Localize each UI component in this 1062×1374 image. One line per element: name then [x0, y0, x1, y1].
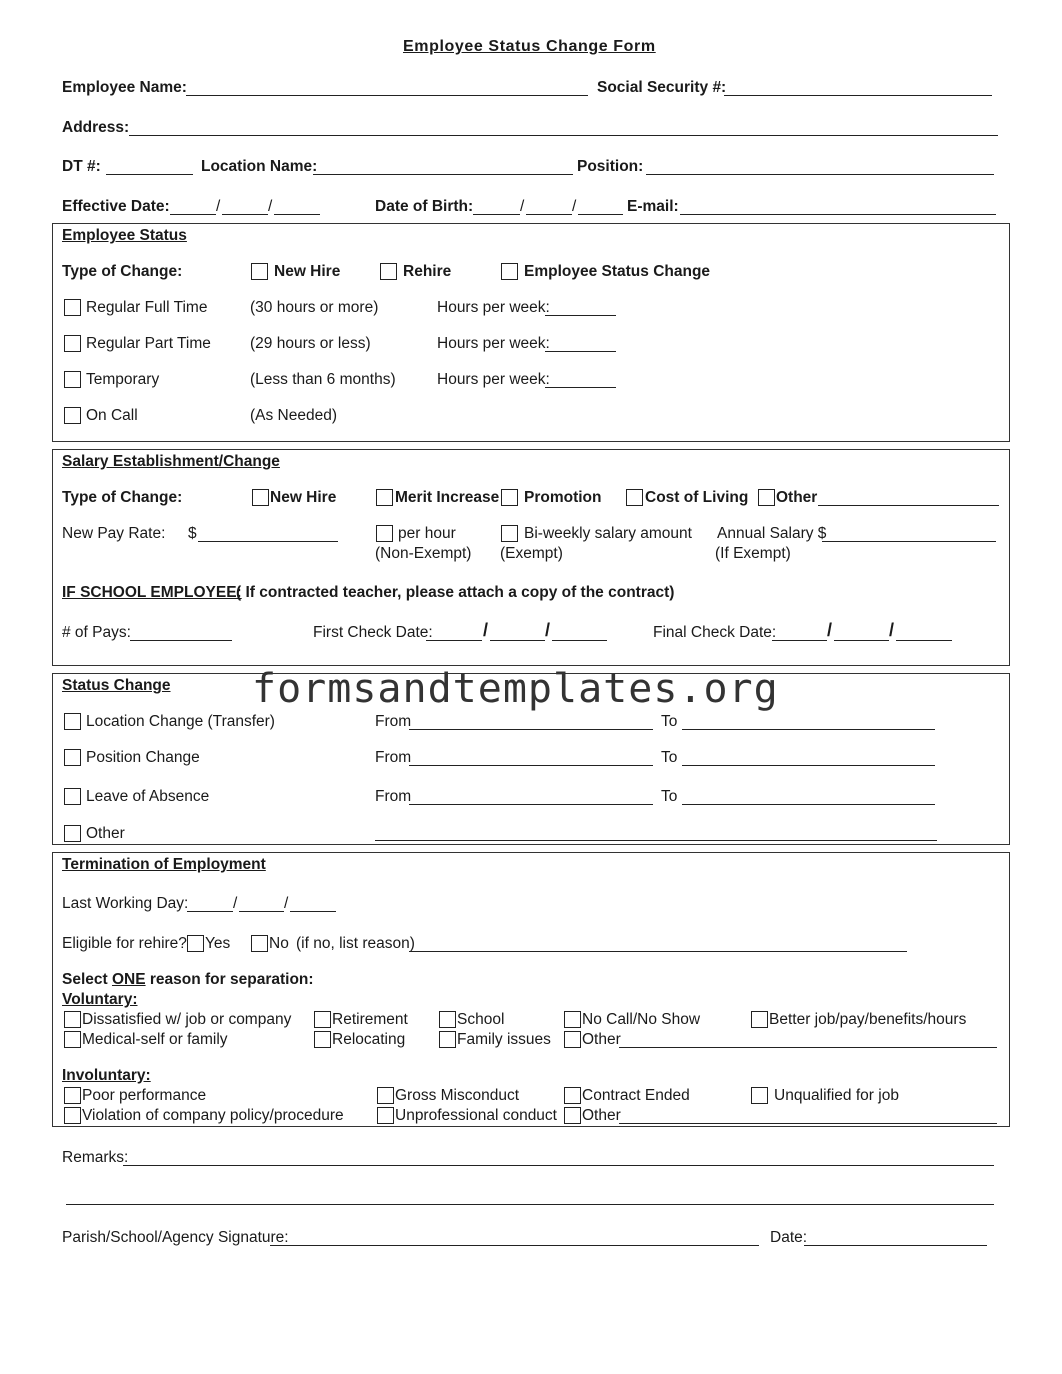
ssn-label: Social Security #: — [597, 79, 727, 96]
contract-ended-checkbox[interactable] — [564, 1087, 581, 1104]
voluntary-other-checkbox[interactable] — [564, 1031, 581, 1048]
regular-part-time-checkbox[interactable] — [64, 335, 81, 352]
promotion-checkbox[interactable] — [501, 489, 518, 506]
last-working-day-label: Last Working Day: — [62, 895, 189, 912]
eligible-rehire-label: Eligible for rehire? — [62, 935, 187, 952]
termination-section — [52, 852, 1010, 1127]
status-other-checkbox[interactable] — [64, 825, 81, 842]
date-separator: / — [827, 620, 833, 640]
date-of-birth-label: Date of Birth: — [375, 198, 474, 215]
involuntary-other-checkbox[interactable] — [564, 1107, 581, 1124]
rehire-checkbox[interactable] — [380, 263, 397, 280]
from-field[interactable] — [409, 804, 653, 805]
unqualified-checkbox[interactable] — [751, 1087, 768, 1104]
dt-field[interactable] — [106, 174, 193, 175]
biweekly-checkbox[interactable] — [501, 525, 518, 542]
promotion-label: Promotion — [524, 489, 602, 506]
unqualified-label: Unqualified for job — [774, 1087, 899, 1104]
select-reason-heading: Select ONE reason for separation: — [62, 971, 314, 988]
employee-status-section — [52, 223, 1010, 442]
leave-of-absence-label: Leave of Absence — [86, 788, 210, 805]
last-day-month[interactable] — [187, 911, 233, 912]
from-label: From — [375, 749, 412, 766]
new-hire-label: New Hire — [274, 263, 341, 280]
rehire-no-label: No — [269, 935, 289, 952]
first-check-date-label: First Check Date: — [313, 624, 433, 641]
date-separator: / — [233, 895, 238, 912]
effective-date-label: Effective Date: — [62, 198, 170, 215]
no-reason-label: (if no, list reason) — [296, 935, 415, 952]
involuntary-other-field[interactable] — [619, 1123, 997, 1124]
relocating-checkbox[interactable] — [314, 1031, 331, 1048]
status-other-field[interactable] — [375, 840, 937, 841]
if-exempt-label: (If Exempt) — [715, 545, 791, 562]
date-separator: / — [268, 198, 273, 215]
regular-part-time-label: Regular Part Time — [86, 335, 211, 352]
per-hour-label: per hour — [398, 525, 456, 542]
position-change-checkbox[interactable] — [64, 749, 81, 766]
dob-day[interactable] — [526, 214, 572, 215]
to-label: To — [661, 749, 678, 766]
unprofessional-conduct-checkbox[interactable] — [377, 1107, 394, 1124]
on-call-checkbox[interactable] — [64, 407, 81, 424]
on-call-desc: (As Needed) — [250, 407, 338, 424]
better-job-checkbox[interactable] — [751, 1011, 768, 1028]
status-change-heading: Status Change — [62, 677, 171, 694]
rehire-label: Rehire — [403, 263, 452, 280]
regular-full-time-label: Regular Full Time — [86, 299, 208, 316]
medical-checkbox[interactable] — [64, 1031, 81, 1048]
date-separator: / — [572, 198, 577, 215]
first-check-year[interactable] — [552, 640, 607, 641]
no-call-no-show-checkbox[interactable] — [564, 1011, 581, 1028]
to-field[interactable] — [682, 765, 935, 766]
school-checkbox[interactable] — [439, 1011, 456, 1028]
last-day-day[interactable] — [239, 911, 284, 912]
location-change-checkbox[interactable] — [64, 713, 81, 730]
annual-salary-label: Annual Salary $ — [717, 525, 827, 542]
final-check-month[interactable] — [772, 640, 827, 641]
hours-per-week-field[interactable] — [545, 315, 616, 316]
merit-increase-checkbox[interactable] — [376, 489, 393, 506]
from-label: From — [375, 713, 412, 730]
retirement-label: Retirement — [332, 1011, 408, 1028]
salary-type-of-change-label: Type of Change: — [62, 489, 183, 506]
from-field[interactable] — [409, 765, 653, 766]
salary-other-label: Other — [776, 489, 818, 506]
regular-part-time-desc: (29 hours or less) — [250, 335, 371, 352]
rehire-yes-label: Yes — [205, 935, 231, 952]
dob-year[interactable] — [578, 214, 623, 215]
voluntary-other-field[interactable] — [619, 1047, 997, 1048]
position-field[interactable] — [646, 174, 994, 175]
family-issues-label: Family issues — [457, 1031, 551, 1048]
employee-name-label: Employee Name: — [62, 79, 187, 96]
remarks-label: Remarks: — [62, 1149, 129, 1166]
school-employee-note: ( If contracted teacher, please attach a copy of the contract) — [236, 584, 675, 601]
first-check-month[interactable] — [426, 640, 482, 641]
last-day-year[interactable] — [290, 911, 336, 912]
signature-label: Parish/School/Agency Signature: — [62, 1229, 289, 1246]
effective-date-month[interactable] — [170, 214, 216, 215]
annual-salary-field[interactable] — [822, 541, 996, 542]
from-label: From — [375, 788, 412, 805]
gross-misconduct-checkbox[interactable] — [377, 1087, 394, 1104]
salary-other-field[interactable] — [818, 505, 999, 506]
date-separator: / — [889, 620, 895, 640]
num-pays-label: # of Pays: — [62, 624, 131, 641]
biweekly-label: Bi-weekly salary amount — [524, 525, 692, 542]
location-change-label: Location Change (Transfer) — [86, 713, 275, 730]
final-check-date-label: Final Check Date: — [653, 624, 777, 641]
email-field[interactable] — [680, 214, 996, 215]
position-label: Position: — [577, 158, 644, 175]
employee-status-heading: Employee Status — [62, 227, 187, 244]
better-job-label: Better job/pay/benefits/hours — [769, 1011, 967, 1028]
position-change-label: Position Change — [86, 749, 200, 766]
voluntary-other-label: Other — [582, 1031, 621, 1048]
dissatisfied-checkbox[interactable] — [64, 1011, 81, 1028]
no-call-no-show-label: No Call/No Show — [582, 1011, 701, 1028]
exempt-label: (Exempt) — [500, 545, 563, 562]
location-name-label: Location Name: — [201, 158, 318, 175]
relocating-label: Relocating — [332, 1031, 406, 1048]
employee-status-change-checkbox[interactable] — [501, 263, 518, 280]
salary-new-hire-checkbox[interactable] — [252, 489, 269, 506]
poor-performance-checkbox[interactable] — [64, 1087, 81, 1104]
hours-per-week-label: Hours per week: — [437, 335, 550, 352]
regular-full-time-desc: (30 hours or more) — [250, 299, 379, 316]
on-call-label: On Call — [86, 407, 138, 424]
cost-of-living-checkbox[interactable] — [626, 489, 643, 506]
effective-date-day[interactable] — [222, 214, 268, 215]
watermark: formsandtemplates.org — [252, 666, 779, 712]
dt-label: DT #: — [62, 158, 101, 175]
contract-ended-label: Contract Ended — [582, 1087, 690, 1104]
new-hire-checkbox[interactable] — [251, 263, 268, 280]
family-issues-checkbox[interactable] — [439, 1031, 456, 1048]
merit-increase-label: Merit Increase — [395, 489, 500, 506]
remarks-field[interactable] — [123, 1165, 994, 1166]
to-label: To — [661, 788, 678, 805]
leave-of-absence-checkbox[interactable] — [64, 788, 81, 805]
date-field[interactable] — [804, 1245, 987, 1246]
temporary-desc: (Less than 6 months) — [250, 371, 396, 388]
ssn-field[interactable] — [724, 95, 992, 96]
date-separator: / — [216, 198, 221, 215]
address-field[interactable] — [129, 135, 998, 136]
hours-per-week-label: Hours per week: — [437, 371, 550, 388]
no-reason-field[interactable] — [409, 951, 907, 952]
school-employee-heading: IF SCHOOL EMPLOYEE: — [62, 584, 242, 601]
salary-other-checkbox[interactable] — [758, 489, 775, 506]
remarks-field-line-2[interactable] — [66, 1204, 994, 1205]
new-pay-rate-field[interactable] — [198, 541, 338, 542]
num-pays-field[interactable] — [130, 640, 232, 641]
non-exempt-label: (Non-Exempt) — [375, 545, 472, 562]
final-check-day[interactable] — [834, 640, 889, 641]
dissatisfied-label: Dissatisfied w/ job or company — [82, 1011, 292, 1028]
final-check-year[interactable] — [896, 640, 952, 641]
temporary-checkbox[interactable] — [64, 371, 81, 388]
gross-misconduct-label: Gross Misconduct — [395, 1087, 520, 1104]
date-label: Date: — [770, 1229, 808, 1246]
hours-per-week-label: Hours per week: — [437, 299, 550, 316]
retirement-checkbox[interactable] — [314, 1011, 331, 1028]
email-label: E-mail: — [627, 198, 679, 215]
date-separator: / — [483, 620, 489, 640]
policy-violation-label: Violation of company policy/procedure — [82, 1107, 344, 1124]
date-separator: / — [284, 895, 289, 912]
date-separator: / — [545, 620, 551, 640]
medical-label: Medical-self or family — [82, 1031, 228, 1048]
unprofessional-conduct-label: Unprofessional conduct — [395, 1107, 557, 1124]
cost-of-living-label: Cost of Living — [645, 489, 749, 506]
involuntary-heading: Involuntary: — [62, 1067, 151, 1084]
new-pay-rate-label: New Pay Rate: — [62, 525, 166, 542]
poor-performance-label: Poor performance — [82, 1087, 207, 1104]
regular-full-time-checkbox[interactable] — [64, 299, 81, 316]
dob-month[interactable] — [473, 214, 520, 215]
involuntary-other-label: Other — [582, 1107, 621, 1124]
status-other-label: Other — [86, 825, 125, 842]
to-label: To — [661, 713, 678, 730]
salary-new-hire-label: New Hire — [270, 489, 337, 506]
to-field[interactable] — [682, 729, 935, 730]
termination-heading: Termination of Employment — [62, 856, 266, 873]
employee-status-change-label: Employee Status Change — [524, 263, 711, 280]
to-field[interactable] — [682, 804, 935, 805]
hours-per-week-field[interactable] — [545, 351, 616, 352]
date-separator: / — [520, 198, 525, 215]
from-field[interactable] — [409, 729, 653, 730]
form-title: Employee Status Change Form — [403, 38, 656, 55]
rehire-yes-checkbox[interactable] — [187, 935, 204, 952]
employee-name-field[interactable] — [186, 95, 588, 96]
first-check-day[interactable] — [490, 640, 545, 641]
location-name-field[interactable] — [313, 174, 573, 175]
address-label: Address: — [62, 119, 130, 136]
school-label: School — [457, 1011, 505, 1028]
voluntary-heading: Voluntary: — [62, 991, 138, 1008]
dollar-sign: $ — [188, 525, 197, 542]
type-of-change-label: Type of Change: — [62, 263, 183, 280]
rehire-no-checkbox[interactable] — [251, 935, 268, 952]
policy-violation-checkbox[interactable] — [64, 1107, 81, 1124]
per-hour-checkbox[interactable] — [376, 525, 393, 542]
hours-per-week-field[interactable] — [545, 387, 616, 388]
temporary-label: Temporary — [86, 371, 160, 388]
effective-date-year[interactable] — [274, 214, 320, 215]
signature-field[interactable] — [270, 1245, 759, 1246]
salary-heading: Salary Establishment/Change — [62, 453, 280, 470]
